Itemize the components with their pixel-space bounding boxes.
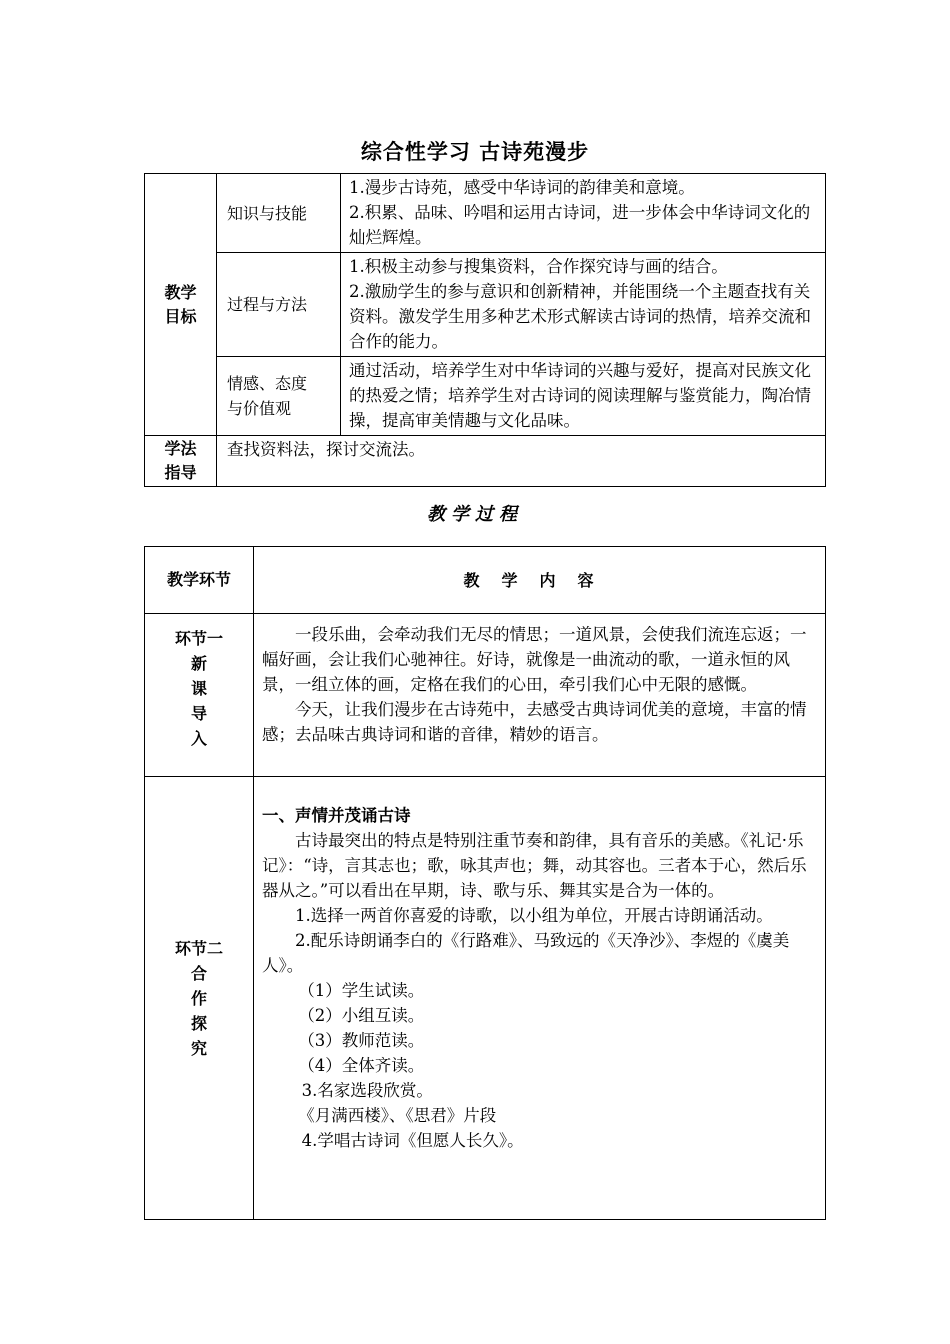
objectives-label-line1: 教学 — [164, 282, 197, 302]
reading-step: （2）小组互读。 — [298, 1006, 425, 1025]
stage2-char: 作 — [190, 988, 207, 1008]
objective-line: 1.漫步古诗苑，感受中华诗词的韵律美和意境。 — [349, 178, 695, 197]
objective-content-knowledge — [341, 174, 826, 253]
col-content-header: 教学内容 — [254, 547, 826, 614]
stage2-char: 探 — [190, 1013, 207, 1033]
col-stage-header: 教学环节 — [145, 547, 254, 614]
activity-item-3-detail: 《月满西楼》、《思君》片段 — [298, 1106, 497, 1125]
activity-item-4: 4.学唱古诗词《但愿人长久》。 — [301, 1131, 524, 1150]
page-title: 综合性学习 古诗苑漫步 — [360, 139, 590, 164]
activity-item-1: 1.选择一两首你喜爱的诗歌，以小组为单位，开展古诗朗诵活动。 — [295, 906, 773, 925]
objectives-table — [144, 173, 826, 487]
method-label-line2: 指导 — [164, 463, 197, 482]
objectives-row-emotion — [145, 357, 826, 436]
objectives-row-knowledge — [145, 174, 826, 253]
stage1-paragraph: 今天，让我们漫步在古诗苑中，去感受古典诗词优美的意境，丰富的情感；去品味古典诗词和谐的音律，精妙的语言。 — [262, 700, 807, 744]
stage2-char: 究 — [190, 1038, 207, 1058]
objective-content-emotion — [341, 357, 826, 436]
stage1-char: 入 — [190, 729, 207, 748]
category-emotion — [217, 357, 341, 436]
process-header-row — [145, 547, 826, 614]
objective-line: 通过活动，培养学生对中华诗词的兴趣与爱好，提高对民族文化的热爱之情；培养学生对古诗词的阅读理解与鉴赏能力，陶冶情操，提高审美情趣与文化品味。 — [349, 361, 811, 430]
stage1-char: 新 — [190, 654, 207, 673]
stage2-label — [145, 777, 254, 1220]
category-knowledge: 知识与技能 — [217, 174, 341, 253]
process-title: 教学过程 — [427, 504, 523, 525]
section-title: 一、声情并茂诵古诗 — [262, 806, 411, 825]
objective-line: 2.积累、品味、吟唱和运用古诗词，进一步体会中华诗词文化的灿烂辉煌。 — [349, 203, 811, 247]
stage1-content — [254, 614, 826, 777]
stage2-content — [254, 777, 826, 1220]
stage1-row — [145, 614, 826, 777]
activity-item-2: 2.配乐诗朗诵李白的《行路难》、马致远的《天净沙》、李煜的《虞美人》。 — [262, 931, 790, 975]
activity-item-3: 3.名家选段欣赏。 — [301, 1081, 433, 1100]
stage2-paragraph: 古诗最突出的特点是特别注重节奏和韵律，具有音乐的美感。《礼记·乐记》：“诗，言其志也；歌，咏其声也；舞，动其容也。三者本于心，然后乐器从之。”可以看出在早期，诗、歌与乐、舞其实是合为一体的。 — [262, 831, 807, 900]
process-table — [144, 546, 826, 1220]
method-text: 查找资料法，探讨交流法。 — [217, 436, 826, 487]
reading-step: （1）学生试读。 — [298, 981, 425, 1000]
stage1-char: 课 — [190, 679, 207, 698]
method-label-line1: 学法 — [164, 439, 197, 458]
category-emotion-line2: 与价值观 — [227, 399, 292, 418]
objective-content-process — [341, 253, 826, 357]
method-row — [145, 436, 826, 487]
objectives-label — [145, 174, 217, 436]
objectives-label-line2: 目标 — [164, 306, 197, 326]
objective-line: 1.积极主动参与搜集资料，合作探究诗与画的结合。 — [349, 257, 728, 276]
objective-line: 2.激励学生的参与意识和创新精神，并能围绕一个主题查找有关资料。激发学生用多种艺术形式解读古诗词的热情，培养交流和合作的能力。 — [349, 282, 811, 351]
reading-step: （4）全体齐读。 — [298, 1056, 425, 1075]
stage1-label — [145, 614, 254, 777]
category-process: 过程与方法 — [217, 253, 341, 357]
stage2-row — [145, 777, 826, 1220]
stage2-char: 合 — [190, 963, 207, 983]
objectives-row-process — [145, 253, 826, 357]
stage1-paragraph: 一段乐曲，会牵动我们无尽的情思；一道风景，会使我们流连忘返；一幅好画，会让我们心驰神往。好诗，就像是一曲流动的歌，一道永恒的风景，一组立体的画，定格在我们的心田，牵引我们心中无限的感慨。 — [262, 625, 807, 694]
category-emotion-line1: 情感、态度 — [227, 374, 308, 393]
stage1-char: 导 — [190, 704, 207, 723]
method-label — [145, 436, 217, 487]
stage2-head: 环节二 — [174, 938, 223, 958]
reading-step: （3）教师范读。 — [298, 1031, 425, 1050]
stage1-head: 环节一 — [174, 629, 223, 648]
